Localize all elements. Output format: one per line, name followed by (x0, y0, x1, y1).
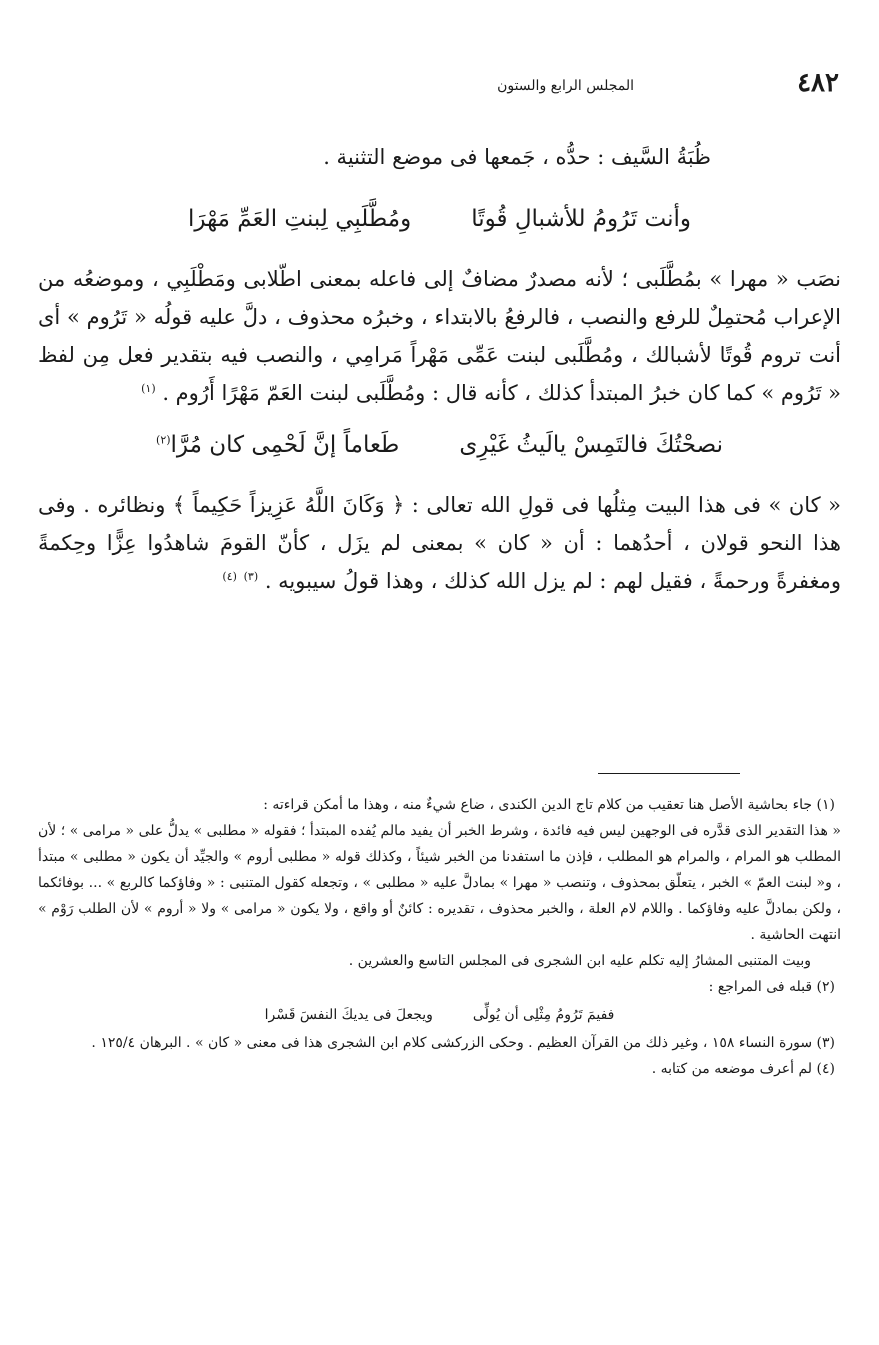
verse-2-hemistich-2-wrap (156, 426, 399, 464)
footnote-2-verse-h1: ففيمَ تَرُومُ مِثْلِى أن يُولِّى (472, 1007, 615, 1023)
footnote-ref-2: (٢) (156, 433, 171, 447)
footnote-1: (١) جاء بحاشية الأصل هنا تعقيب من كلام تاج الدين الكندى ، ضاع شيءٌ منه ، وهذا ما أمكن قراءته : (263, 797, 835, 813)
footnote-2-verse-h2: ويجعلَ فى يديكَ النفسَ قَسْرا (264, 1007, 433, 1023)
footnote-2-verse (38, 1000, 841, 1030)
verse-2-hemistich-2: طَعاماً إنَّ لَحْمِى كان مُرَّا (170, 432, 400, 458)
footnotes (38, 792, 841, 1082)
paragraph-2 (38, 486, 841, 600)
footnote-ref-1: (١) (141, 382, 156, 395)
footnote-1-quote: « هذا التقدير الذى قدَّره فى الوجهين ليس فيه فائدة ، وشرط الخبر أن يفيد مالم يُفده المبتدأ ؛ فقوله « مطلبى » يدلُّ على « مرامى » ؛ لأن المطلب هو المرام ، والمرام هو المطلب ، فإذن ما استفدنا من الخبر شيئاً ، وكذلك قوله « مطلبى أروم » والجيِّد أن يكون « مطلبى » مبتدأ ، و« لبنت العمّ » الخبر ، يتعلّق بمحذوف ، وتنصب « مهرا » بمادلَّ عليه « مطلبى » ، وتجعله كقول المتنبى : « وفاؤكما كالربع » ... بوفائكما ، ولكن بمادلَّ عليه وفاؤكما . واللام لام العلة ، والخبر محذوف ، تقديره : كائنٌ أو واقع ، ولا يكون « مرامى » ولا « أروم » لأن الطلب رَوْم » انتهت الحاشية . (38, 823, 841, 943)
intro-line: ظُبَةُ السَّيف : حدُّه ، جَمعها فى موضع التثنية . (323, 145, 711, 169)
main-text (38, 138, 841, 606)
footnote-1-note: وبيت المتنبى المشارُ إليه تكلم عليه ابن الشجرى فى المجلس التاسع والعشرين . (348, 953, 811, 969)
verse-1-hemistich-1: وأنت تَرُومُ للأشبالِ قُوتًا (471, 206, 692, 232)
footnote-3: (٣) سورة النساء ١٥٨ ، وغير ذلك من القرآن العظيم . وحكى الزركشى كلام ابن الشجرى هذا فى معنى « كان » . البرهان ١٢٥/٤ . (91, 1035, 835, 1051)
page-number: ٤٨٢ (797, 68, 839, 98)
footnote-2: (٢) قبله فى المراجع : (708, 979, 835, 995)
footnote-ref-4: (٤) (222, 570, 237, 583)
verse-1-hemistich-2: ومُطَّلَبِي لِبنتِ العَمِّ مَهْرَا (187, 206, 412, 232)
verse-2-hemistich-1: نصحْتُكَ فالتَمِسْ يالَيثُ غَيْرِى (459, 432, 723, 458)
page-header (40, 68, 839, 108)
footnote-4: (٤) لم أعرف موضعه من كتابه . (651, 1061, 835, 1077)
running-title: المجلس الرابع والستون (497, 78, 634, 94)
footnote-ref-3: (٣) (243, 570, 259, 583)
paragraph-1-text: نصَب « مهرا » بمُطَّلَبى ؛ لأنه مصدرٌ مضافٌ إلى فاعله بمعنى اطّلابى ومَطْلَبِي ، وموضعُه من الإعراب مُحتمِلٌ للرفع والنصب ، فالرفعُ بالابتداء ، وخبرُه محذوف ، دلَّ عليه قولُه « تَرُوم » أى أنت تروم قُوتًا لأشبالك ، ومُطَّلَبى لبنت عَمِّى مَهْراً مَرامِي ، والنصب فيه بتقدير فعل مِن لفظ « تَرُوم » كما كان خبرُ المبتدأ كذلك ، كأنه قال : ومُطَّلَبى لبنت العَمّ مَهْرًا أَرُوم . (38, 267, 841, 405)
footnote-separator (598, 773, 740, 774)
paragraph-1 (38, 260, 841, 412)
paragraph-2-text: « كان » فى هذا البيت مِثلُها فى قولِ الله تعالى : ﴿ وَكَانَ اللَّهُ عَزِيزاً حَكِيماً ﴾ ونظائره . وفى هذا النحو قولان ، أحدُهما : أن « كان » بمعنى لم يزَل ، كأنّ القومَ شاهدُوا عِزًّا وحِكمةً ومغفرةً ورحمةً ، فقيل لهم : لم يزل الله كذلك ، وهذا قولُ سيبويه . (38, 493, 841, 593)
verse-2 (38, 426, 841, 464)
verse-1 (38, 200, 841, 238)
